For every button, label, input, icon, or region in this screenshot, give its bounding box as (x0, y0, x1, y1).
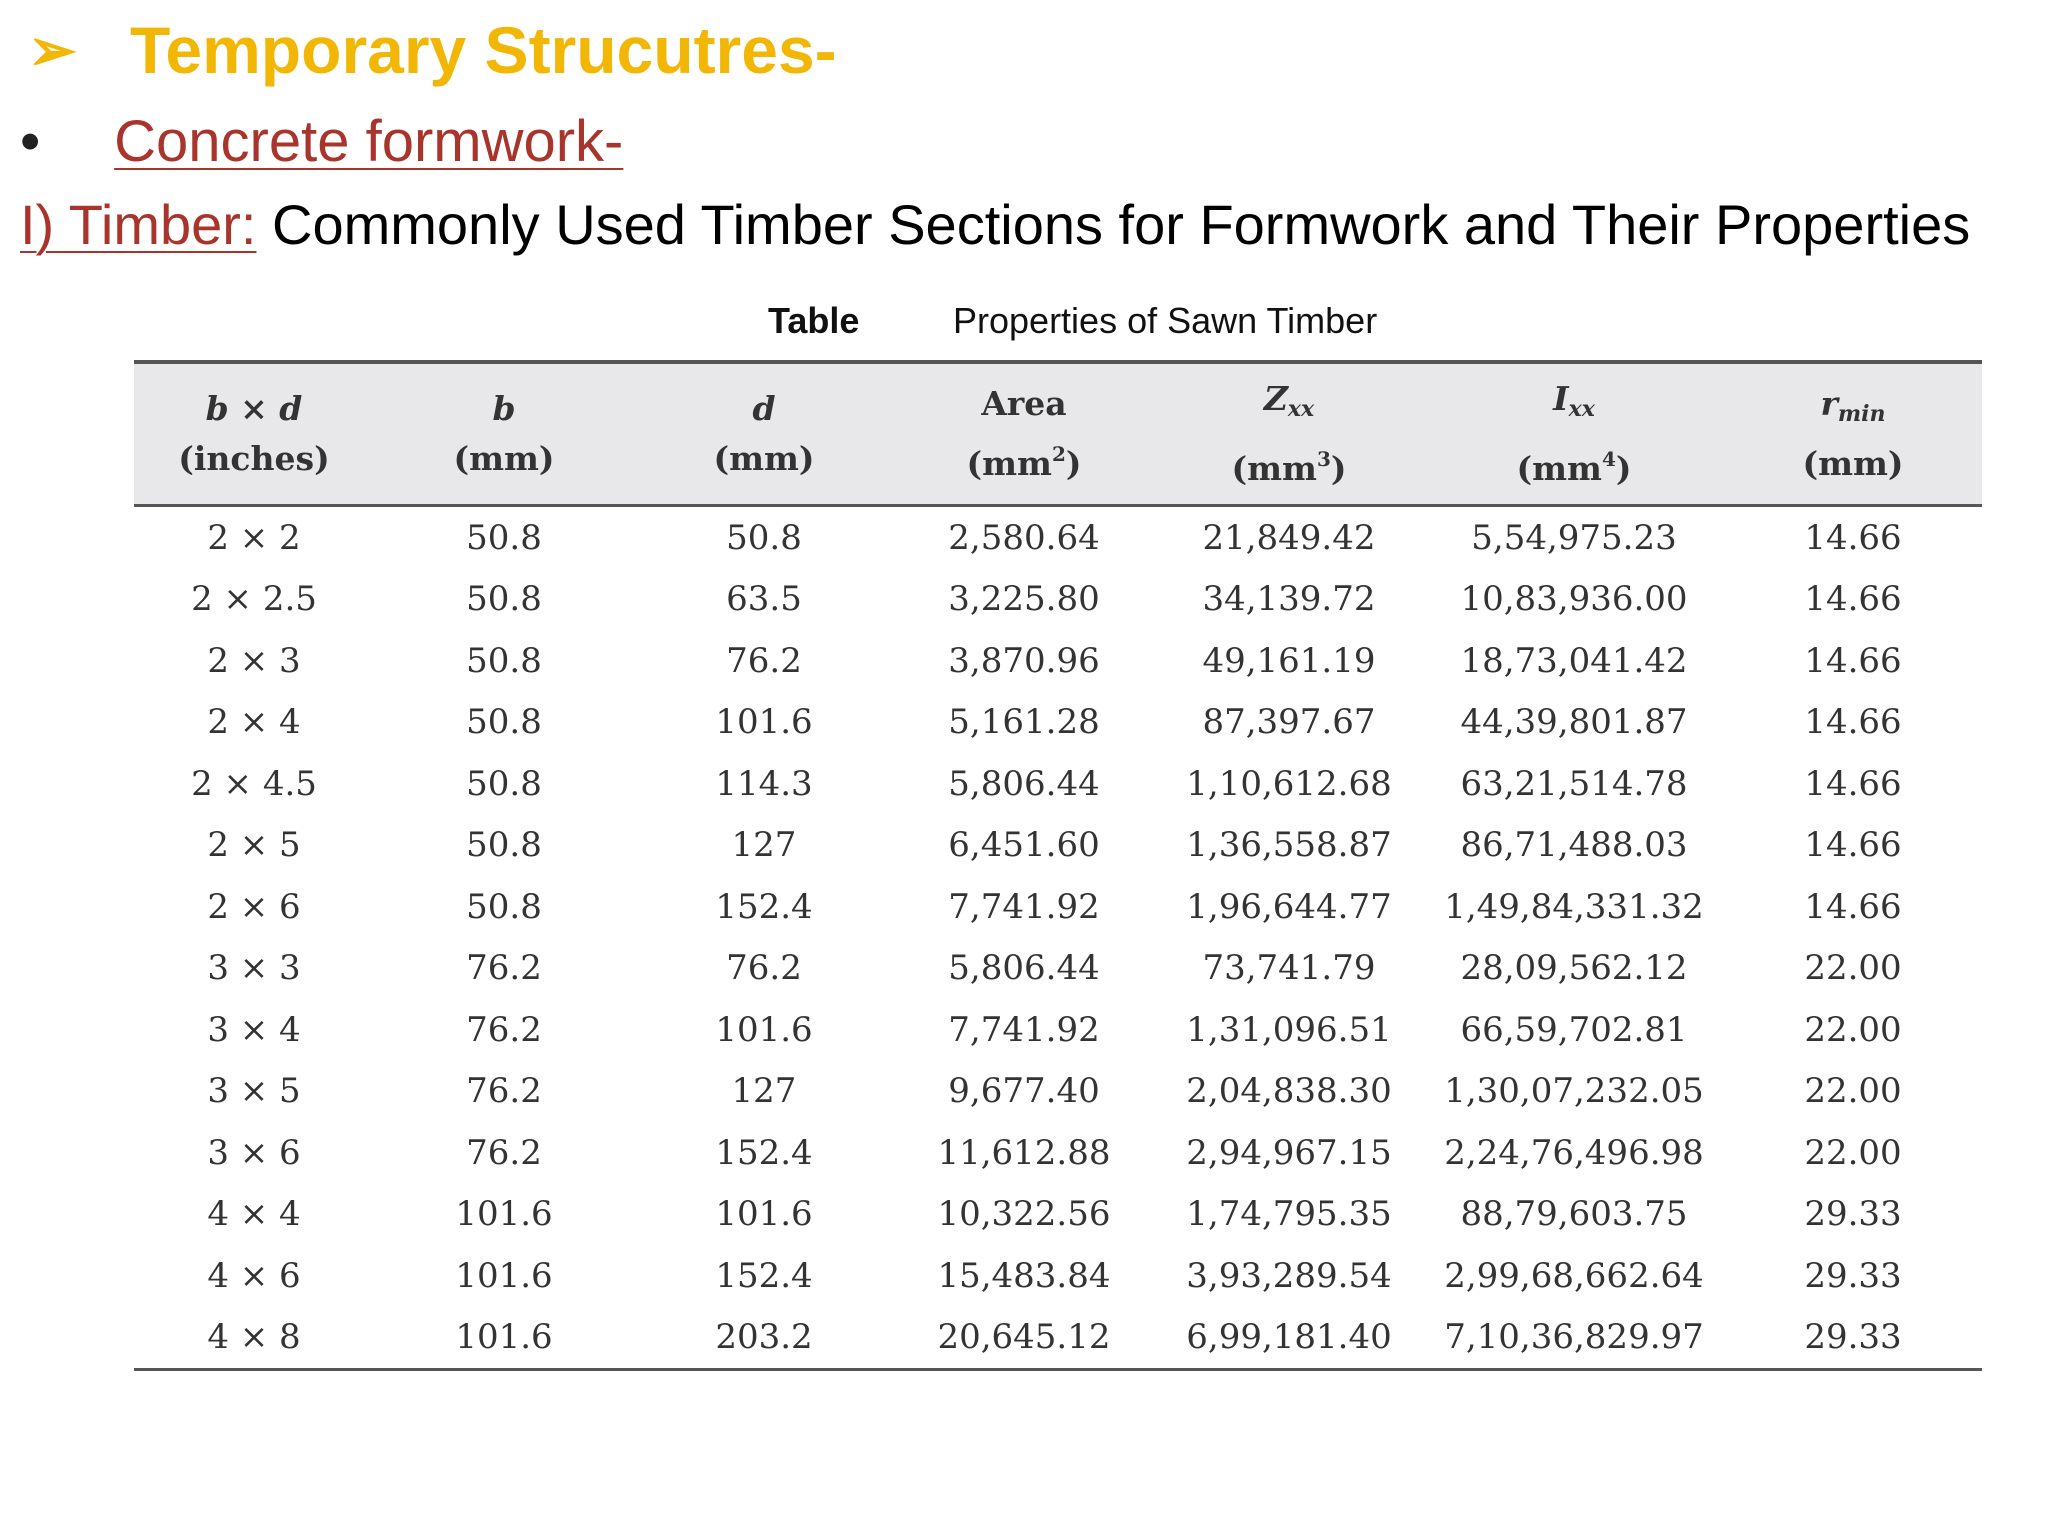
header-subscript: xx (1568, 396, 1595, 422)
cell-rmin: 22.00 (1804, 948, 1902, 989)
cell-d-mm: 76.2 (726, 948, 802, 989)
cell-ixx: 44,39,801.87 (1460, 702, 1688, 743)
cell-area: 15,483.84 (937, 1255, 1111, 1296)
table-row (134, 569, 1982, 631)
cell-zxx: 1,31,096.51 (1186, 1009, 1392, 1050)
header-symbol: Z (1263, 379, 1288, 418)
cell-area: 6,451.60 (948, 825, 1100, 866)
header-symbol: I (1553, 379, 1569, 418)
cell-area: 3,870.96 (948, 640, 1100, 681)
cell-area: 11,612.88 (937, 1132, 1111, 1173)
cell-size-inches: 3 × 5 (207, 1071, 301, 1112)
bullet-item (20, 108, 623, 175)
cell-ixx: 28,09,562.12 (1460, 948, 1688, 989)
cell-b-mm: 76.2 (466, 1132, 542, 1173)
table-caption-title: Properties of Sawn Timber (953, 300, 1378, 341)
cell-rmin: 14.66 (1804, 825, 1902, 866)
cell-ixx: 66,59,702.81 (1460, 1009, 1688, 1050)
header-zxx (1154, 362, 1424, 506)
arrow-bullet-icon: ➢ (28, 18, 77, 83)
cell-zxx: 1,74,795.35 (1186, 1194, 1392, 1235)
cell-zxx: 2,04,838.30 (1186, 1071, 1392, 1112)
cell-zxx: 3,93,289.54 (1186, 1255, 1392, 1296)
header-unit: (mm (1516, 449, 1602, 488)
cell-zxx: 34,139.72 (1202, 579, 1376, 620)
table-row (134, 1307, 1982, 1370)
header-subscript: min (1837, 401, 1886, 427)
table-caption-label: Table (768, 300, 860, 341)
header-symbol: b × d (205, 389, 303, 428)
cell-rmin: 14.66 (1804, 640, 1902, 681)
cell-ixx: 1,49,84,331.32 (1444, 886, 1704, 927)
cell-b-mm: 76.2 (466, 948, 542, 989)
cell-ixx: 1,30,07,232.05 (1444, 1071, 1704, 1112)
cell-area: 5,161.28 (948, 702, 1100, 743)
cell-d-mm: 152.4 (715, 886, 813, 927)
timber-properties-table (134, 360, 1982, 1371)
cell-rmin: 14.66 (1804, 886, 1902, 927)
cell-b-mm: 101.6 (374, 1307, 634, 1370)
table-row (134, 506, 1982, 569)
header-symbol: r (1820, 384, 1838, 423)
cell-ixx: 10,83,936.00 (1460, 579, 1688, 620)
cell-area: 7,741.92 (948, 886, 1100, 927)
header-unit: (mm (1231, 449, 1317, 488)
cell-ixx: 86,71,488.03 (1460, 825, 1688, 866)
cell-b-mm: 50.8 (466, 886, 542, 927)
table-row (134, 753, 1982, 815)
cell-size-inches: 3 × 4 (207, 1009, 301, 1050)
table-header-row (134, 362, 1982, 506)
header-symbol: b (492, 389, 516, 428)
cell-zxx: 1,36,558.87 (1186, 825, 1392, 866)
cell-area: 7,741.92 (948, 1009, 1100, 1050)
cell-ixx: 2,24,76,496.98 (1444, 1132, 1704, 1173)
cell-d-mm: 76.2 (726, 640, 802, 681)
cell-size-inches: 3 × 6 (207, 1132, 301, 1173)
header-unit-superscript: 2 (1051, 442, 1066, 466)
cell-b-mm: 50.8 (466, 517, 542, 558)
cell-rmin: 22.00 (1804, 1132, 1902, 1173)
cell-area: 10,322.56 (937, 1194, 1111, 1235)
header-area (894, 362, 1154, 506)
cell-ixx: 63,21,514.78 (1460, 763, 1688, 804)
cell-rmin: 14.66 (1804, 763, 1902, 804)
header-rmin (1724, 362, 1982, 506)
table-body (134, 506, 1982, 1370)
cell-d-mm: 50.8 (726, 517, 802, 558)
header-unit: (mm (966, 444, 1052, 483)
cell-b-mm: 76.2 (466, 1009, 542, 1050)
table-row (134, 815, 1982, 877)
cell-rmin: 29.33 (1804, 1255, 1902, 1296)
cell-b-mm: 101.6 (455, 1194, 553, 1235)
cell-size-inches: 4 × 8 (134, 1307, 374, 1370)
cell-rmin: 14.66 (1804, 517, 1902, 558)
table-row (134, 938, 1982, 1000)
cell-b-mm: 76.2 (466, 1071, 542, 1112)
cell-b-mm: 50.8 (466, 579, 542, 620)
cell-rmin: 14.66 (1804, 579, 1902, 620)
header-unit: (mm) (453, 439, 555, 478)
header-unit-end: ) (1615, 449, 1632, 488)
table-row (134, 1122, 1982, 1184)
cell-zxx: 1,10,612.68 (1186, 763, 1392, 804)
cell-ixx: 2,99,68,662.64 (1444, 1255, 1704, 1296)
table-row (134, 1061, 1982, 1123)
cell-b-mm: 101.6 (455, 1255, 553, 1296)
cell-b-mm: 50.8 (466, 825, 542, 866)
header-unit: (inches) (178, 439, 330, 478)
header-ixx (1424, 362, 1724, 506)
cell-area: 9,677.40 (948, 1071, 1100, 1112)
bullet-text: Concrete formwork- (114, 109, 624, 174)
cell-size-inches: 2 × 2 (207, 517, 301, 558)
cell-b-mm: 50.8 (466, 640, 542, 681)
header-b (374, 362, 634, 506)
table-row (134, 876, 1982, 938)
cell-area: 5,806.44 (948, 948, 1100, 989)
cell-rmin: 14.66 (1804, 702, 1902, 743)
cell-d-mm: 152.4 (715, 1255, 813, 1296)
section-subtitle (20, 192, 1970, 257)
table-row (134, 999, 1982, 1061)
cell-zxx: 2,94,967.15 (1186, 1132, 1392, 1173)
cell-area: 3,225.80 (948, 579, 1100, 620)
subtitle-label: I) Timber: (20, 193, 257, 256)
cell-area: 20,645.12 (894, 1307, 1154, 1370)
cell-rmin: 29.33 (1724, 1307, 1982, 1370)
header-unit-end: ) (1330, 449, 1347, 488)
cell-size-inches: 3 × 3 (207, 948, 301, 989)
slide-title-text: Temporary Strucutres- (130, 13, 837, 87)
cell-d-mm: 114.3 (715, 763, 813, 804)
header-bxd (134, 362, 374, 506)
cell-zxx: 21,849.42 (1202, 517, 1376, 558)
cell-zxx: 49,161.19 (1202, 640, 1376, 681)
header-unit: (mm) (713, 439, 815, 478)
header-unit-end: ) (1065, 444, 1082, 483)
table-row (134, 1184, 1982, 1246)
table-row (134, 1245, 1982, 1307)
header-d (634, 362, 894, 506)
cell-rmin: 22.00 (1804, 1009, 1902, 1050)
cell-size-inches: 2 × 2.5 (191, 579, 317, 620)
cell-size-inches: 2 × 4.5 (191, 763, 317, 804)
slide-title (28, 12, 837, 88)
cell-zxx: 6,99,181.40 (1154, 1307, 1424, 1370)
cell-b-mm: 50.8 (466, 763, 542, 804)
header-subscript: xx (1287, 396, 1315, 422)
header-symbol: Area (981, 384, 1067, 423)
cell-area: 2,580.64 (948, 517, 1100, 558)
cell-d-mm: 101.6 (715, 702, 813, 743)
cell-d-mm: 101.6 (715, 1194, 813, 1235)
cell-ixx: 18,73,041.42 (1460, 640, 1688, 681)
cell-ixx: 7,10,36,829.97 (1424, 1307, 1724, 1370)
cell-size-inches: 2 × 4 (207, 702, 301, 743)
cell-size-inches: 2 × 5 (207, 825, 301, 866)
cell-d-mm: 152.4 (715, 1132, 813, 1173)
cell-b-mm: 50.8 (466, 702, 542, 743)
header-unit-superscript: 4 (1601, 447, 1616, 471)
cell-zxx: 73,741.79 (1202, 948, 1376, 989)
cell-rmin: 22.00 (1804, 1071, 1902, 1112)
cell-size-inches: 2 × 3 (207, 640, 301, 681)
cell-area: 5,806.44 (948, 763, 1100, 804)
cell-ixx: 5,54,975.23 (1471, 517, 1677, 558)
cell-rmin: 29.33 (1804, 1194, 1902, 1235)
header-unit-superscript: 3 (1316, 447, 1331, 471)
cell-zxx: 87,397.67 (1202, 702, 1376, 743)
cell-d-mm: 127 (731, 1071, 797, 1112)
cell-d-mm: 63.5 (726, 579, 802, 620)
header-unit: (mm) (1802, 444, 1904, 483)
cell-d-mm: 127 (731, 825, 797, 866)
cell-size-inches: 2 × 6 (207, 886, 301, 927)
cell-size-inches: 4 × 6 (207, 1255, 301, 1296)
cell-d-mm: 203.2 (634, 1307, 894, 1370)
cell-ixx: 88,79,603.75 (1460, 1194, 1688, 1235)
bullet-dot-icon: • (20, 109, 41, 174)
table-row (134, 692, 1982, 754)
cell-size-inches: 4 × 4 (207, 1194, 301, 1235)
header-symbol: d (752, 389, 776, 428)
cell-d-mm: 101.6 (715, 1009, 813, 1050)
cell-zxx: 1,96,644.77 (1186, 886, 1392, 927)
table-row (134, 630, 1982, 692)
subtitle-text: Commonly Used Timber Sections for Formwork and Their Properties (256, 193, 1971, 256)
